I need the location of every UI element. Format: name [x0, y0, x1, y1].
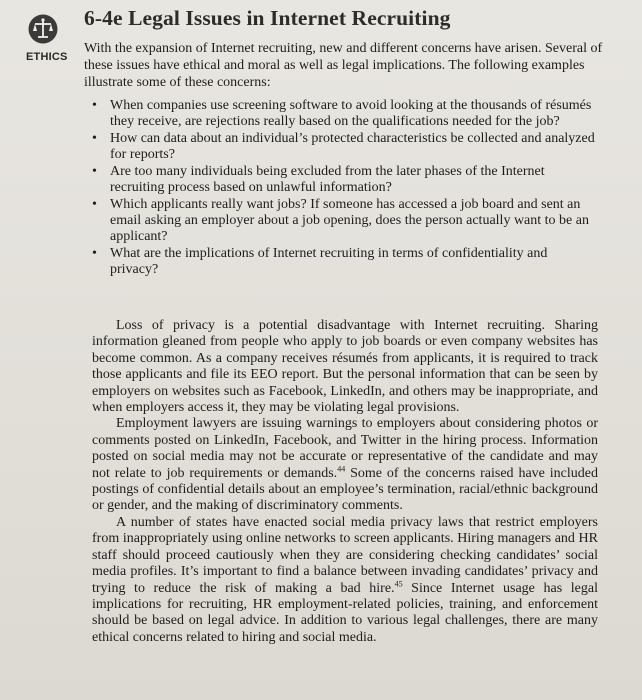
scales-of-justice-icon [28, 14, 58, 44]
paragraph-text: Loss of privacy is a potential disadvantage with Internet recruiting. Sharing information gleaned from people who apply to job boards or even company websites has become common. As a company receives résumés from applicants, it is required to track those applicants and file its EEO report. But the personal information that can be seen by employers on websites such as Facebook, LinkedIn, and others may be inappropriate, and when employers access it, they may be violating legal provisions. [92, 318, 598, 416]
concerns-list [92, 98, 597, 279]
list-item [92, 131, 597, 163]
list-item-text: Are too many individuals being excluded from the later phases of the Internet recruiting process based on unlawful information? [110, 164, 545, 195]
bullet-icon: • [92, 131, 97, 146]
body-text [92, 318, 598, 646]
intro-paragraph: With the expansion of Internet recruiting, new and different concerns have arisen. Several of these issues have ethical and moral as well as legal implications. The following examples illustrate some of these concerns: [84, 41, 603, 90]
section-title: 6-4e Legal Issues in Internet Recruiting [84, 6, 451, 30]
paragraph-text: Since Internet usage has legal implications for recruiting, HR employment-related policies, training, and enforcement should be based on legal advice. In addition to various legal challenges, there are many ethical concerns related to hiring and social media. [92, 580, 598, 645]
footnote-reference: 45 [394, 578, 403, 588]
body-paragraph [92, 515, 598, 646]
body-paragraph [92, 416, 598, 514]
list-item [92, 246, 597, 278]
ethics-badge [26, 14, 68, 63]
list-item [92, 197, 597, 245]
bullet-icon: • [92, 246, 97, 261]
bullet-icon: • [92, 98, 97, 113]
list-item-text: How can data about an individual’s protected characteristics be collected and analyzed for reports? [110, 131, 595, 162]
footnote-reference: 44 [337, 464, 346, 473]
paragraph-text: Some of the concerns raised have included postings of confidential details about an employee’s termination, racial/ethnic background or gender, and the making of discriminatory comments. [92, 465, 598, 514]
list-item [92, 164, 597, 196]
list-item-text: Which applicants really want jobs? If someone has accessed a job board and sent an email asking an employer about a job opening, does the person actually want to be an applicant? [110, 197, 589, 244]
list-item [92, 98, 597, 130]
list-item-text: What are the implications of Internet recruiting in terms of confidentiality and privacy? [110, 246, 548, 277]
list-item-text: When companies use screening software to avoid looking at the thousands of résumés they receive, are rejections really based on the qualifications needed for the job? [110, 98, 592, 129]
paragraph-text: A number of states have enacted social media privacy laws that restrict employers from inappropriately using online networks to screen applicants. Hiring managers and HR staff should proceed cautiously when they are considering checking candidates’ social media profiles. It’s important to find a balance between invading candidates’ privacy and trying to reduce the risk of making a bad hire. [92, 514, 598, 596]
bullet-icon: • [92, 164, 97, 179]
bullet-icon: • [92, 197, 97, 212]
body-paragraph [92, 318, 598, 416]
paragraph-text: Employment lawyers are issuing warnings to employers about considering photos or comments posted on LinkedIn, Facebook, and Twitter in the hiring process. Information posted on social media may not be accurate or representative of the candidate and may not relate to job requirements or demands. [92, 416, 598, 481]
ethics-label: ETHICS [26, 51, 68, 63]
